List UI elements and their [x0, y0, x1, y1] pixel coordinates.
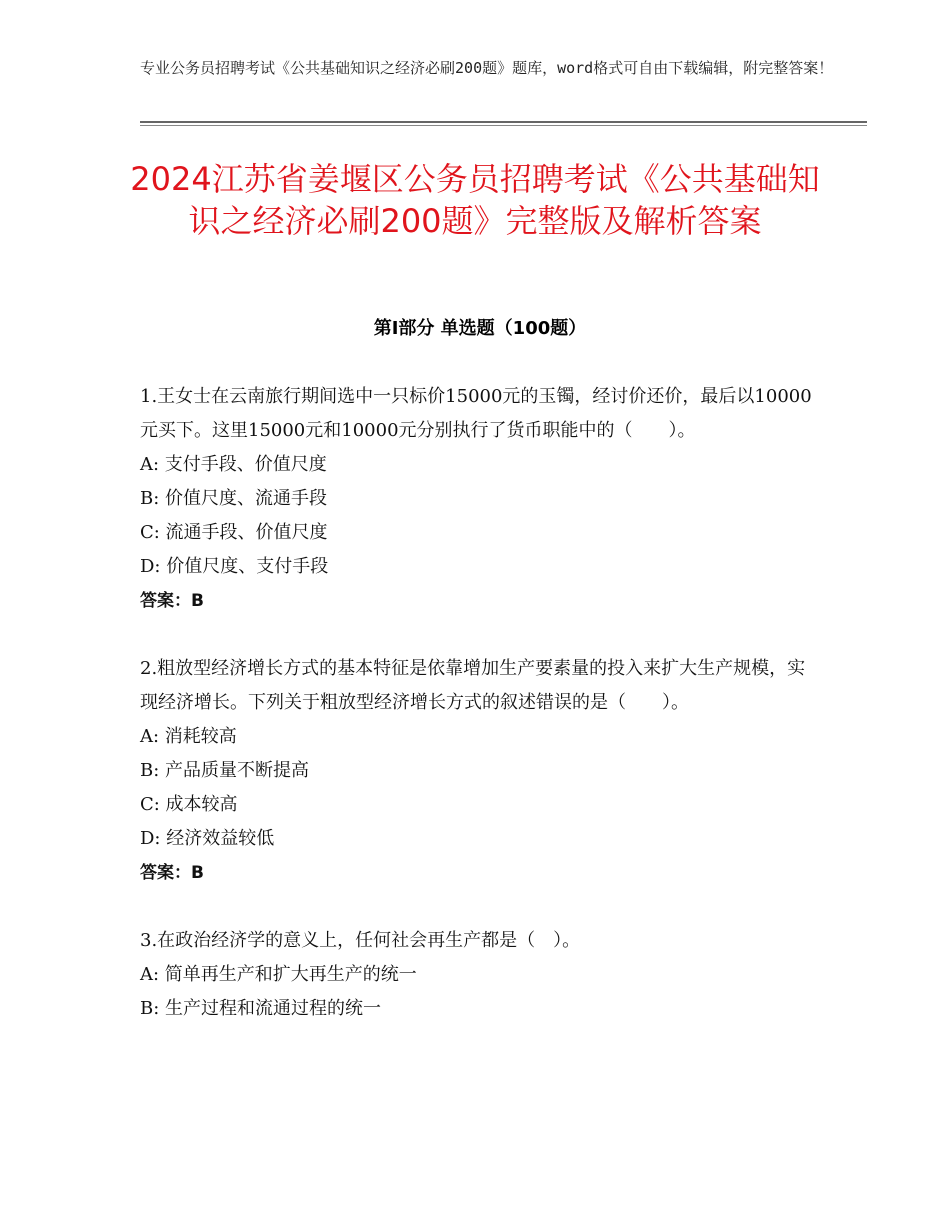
header-divider-thin [140, 125, 867, 126]
document-title: 2024江苏省姜堰区公务员招聘考试《公共基础知识之经济必刷200题》完整版及解析答案 [130, 160, 820, 240]
question-item [140, 924, 820, 1026]
question-stem: 2.粗放型经济增长方式的基本特征是依靠增加生产要素量的投入来扩大生产规模，实现经济增长。下列关于粗放型经济增长方式的叙述错误的是（ ）。 [140, 658, 806, 713]
question-stem: 1.王女士在云南旅行期间选中一只标价15000元的玉镯，经讨价还价，最后以10000元买下。这里15000元和10000元分别执行了货币职能中的（ ）。 [140, 386, 812, 441]
option-d: D: 价值尺度、支付手段 [140, 556, 329, 577]
option-a: A: 简单再生产和扩大再生产的统一 [140, 964, 417, 985]
header-note: 专业公务员招聘考试《公共基础知识之经济必刷200题》题库，word格式可自由下载编辑，附完整答案！ [140, 59, 834, 77]
option-a: A: 支付手段、价值尺度 [140, 454, 327, 475]
question-stem: 3.在政治经济学的意义上，任何社会再生产都是（ ）。 [140, 930, 581, 951]
option-c: C: 流通手段、价值尺度 [140, 522, 328, 543]
question-item [140, 380, 820, 618]
answer-label: 答案：B [140, 591, 204, 611]
section-heading: 第Ⅰ部分 单选题（100题） [373, 318, 587, 339]
option-b: B: 生产过程和流通过程的统一 [140, 998, 382, 1019]
answer-label: 答案：B [140, 863, 204, 883]
question-list [140, 380, 820, 1060]
option-c: C: 成本较高 [140, 794, 238, 815]
option-a: A: 消耗较高 [140, 726, 237, 747]
option-b: B: 价值尺度、流通手段 [140, 488, 328, 509]
header-divider [140, 121, 867, 123]
question-item [140, 652, 820, 890]
option-b: B: 产品质量不断提高 [140, 760, 310, 781]
option-d: D: 经济效益较低 [140, 828, 275, 849]
